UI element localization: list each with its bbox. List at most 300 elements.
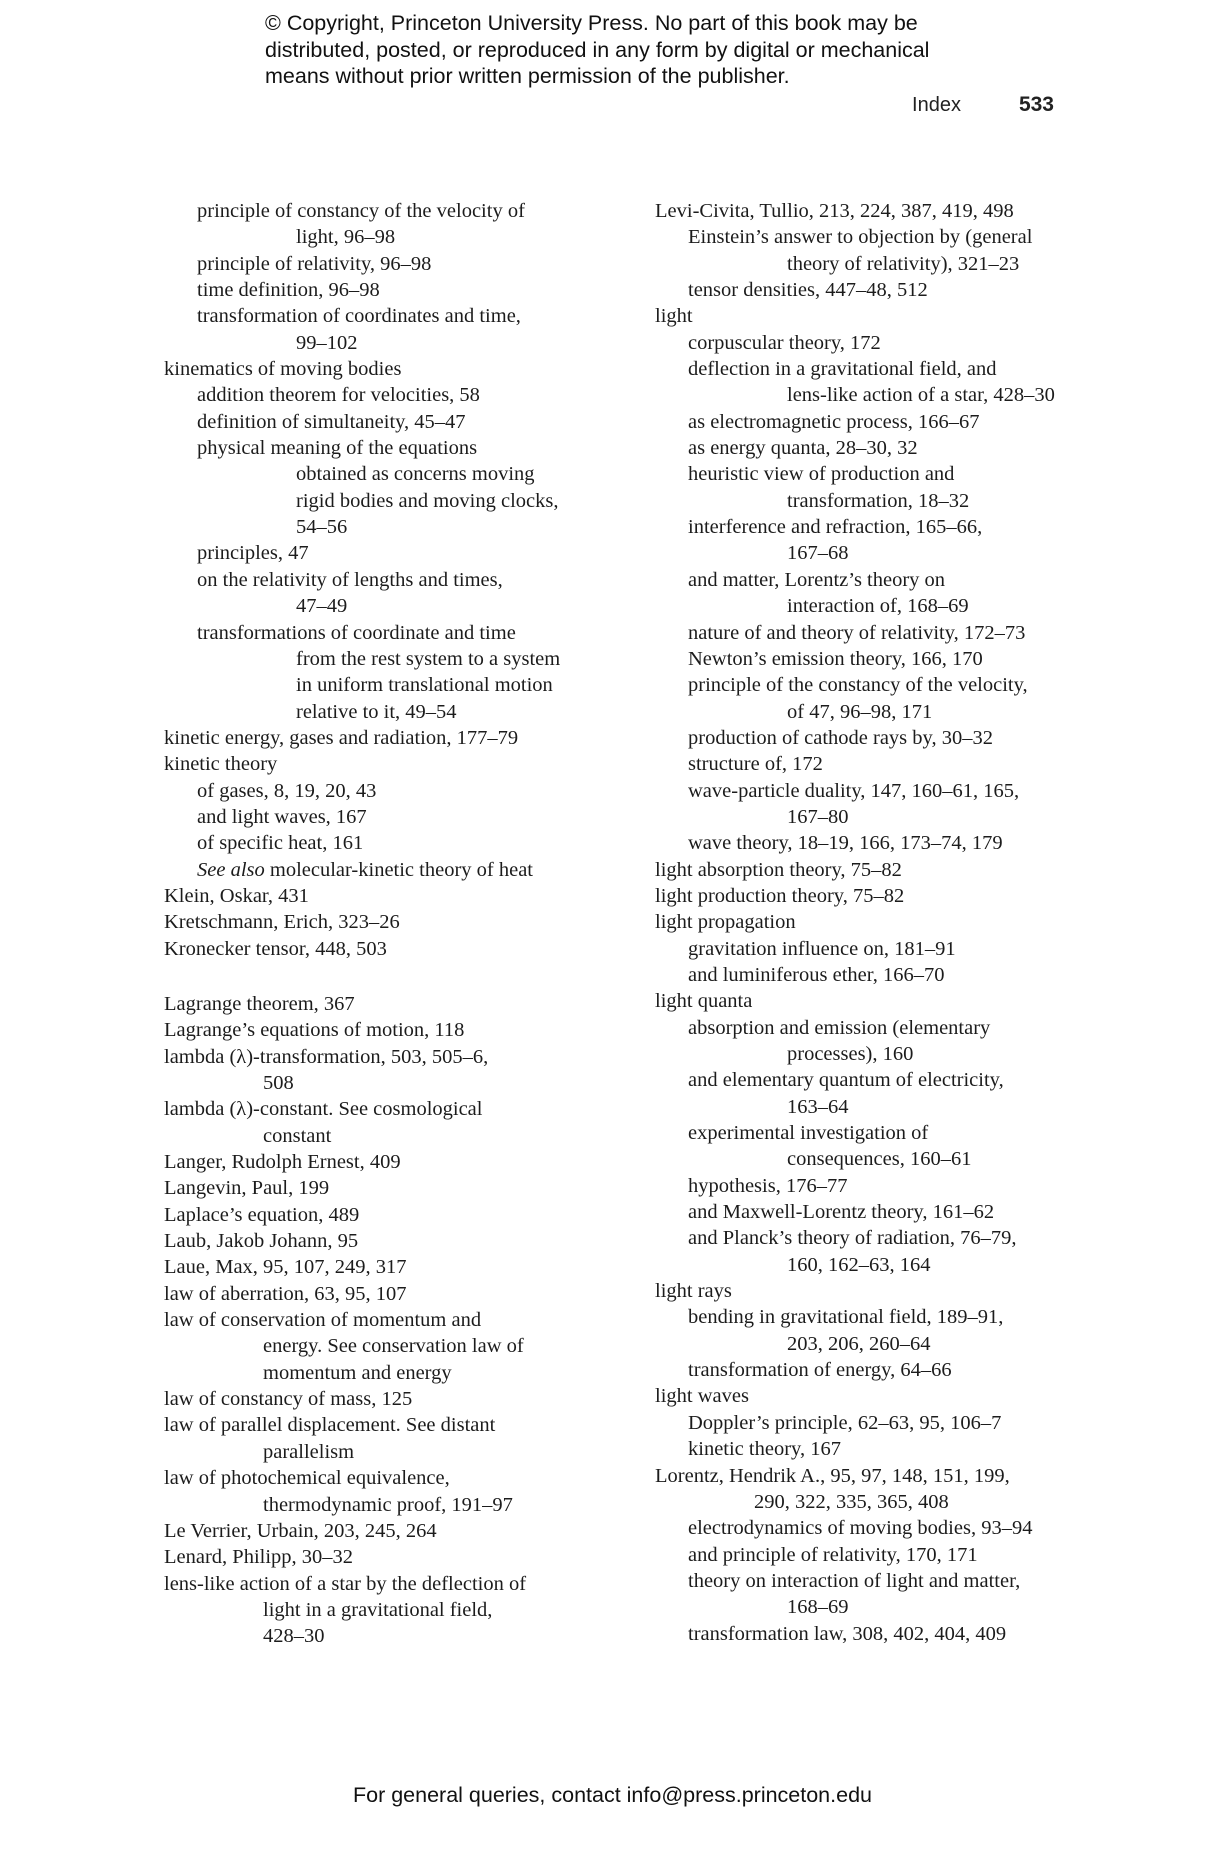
index-entry-line	[688, 1199, 1065, 1225]
index-entry-text: Lagrange’s equations of motion, 118	[164, 1019, 465, 1042]
index-subentry	[164, 620, 564, 725]
index-entry	[164, 1281, 564, 1307]
index-entry-text: nature of and theory of relativity, 172–73	[688, 621, 1026, 644]
copyright-line: means without prior written permission of the publisher.	[265, 64, 790, 88]
index-entry-text: lens-like action of a star, 428–30	[787, 384, 1055, 407]
index-entry	[655, 303, 1065, 329]
index-entry-text: law of photochemical equivalence,	[164, 1467, 450, 1490]
index-entry-text: Doppler’s principle, 62–63, 95, 106–7	[688, 1411, 1002, 1434]
index-entry-line	[655, 1383, 1065, 1409]
index-entry-line	[688, 1515, 1065, 1541]
index-entry-line	[197, 830, 564, 856]
index-entry	[164, 1044, 564, 1097]
index-entry-line	[688, 1331, 1065, 1357]
index-subentry	[655, 514, 1065, 567]
index-entry-line	[164, 936, 564, 962]
index-entry	[655, 883, 1065, 909]
index-entry	[655, 909, 1065, 935]
index-subentry	[164, 382, 564, 408]
index-entry	[164, 1571, 564, 1650]
index-entry-text: relative to it, 49–54	[296, 700, 457, 723]
index-subentry	[655, 1436, 1065, 1462]
copyright-line: distributed, posted, or reproduced in any form by digital or mechanical	[265, 37, 930, 62]
index-entry-line	[164, 1571, 564, 1597]
index-subentry	[655, 1199, 1065, 1225]
index-entry-line	[688, 435, 1065, 461]
footer-contact: For general queries, contact info@press.princeton.edu	[352, 1783, 872, 1807]
index-entry-text: wave theory, 18–19, 166, 173–74, 179	[688, 832, 1003, 855]
index-entry-line	[197, 620, 564, 646]
index-entry-text: kinetic energy, gases and radiation, 177–79	[164, 726, 519, 749]
index-entry-text: 203, 206, 260–64	[787, 1332, 931, 1355]
index-entry-text: consequences, 160–61	[787, 1148, 972, 1171]
index-entry-text: and Maxwell-Lorentz theory, 161–62	[688, 1201, 995, 1224]
index-entry-line	[164, 1544, 564, 1570]
index-entry-line	[688, 936, 1065, 962]
index-entry-text: Newton’s emission theory, 166, 170	[688, 647, 983, 670]
index-entry-text: transformation law, 308, 402, 404, 409	[688, 1622, 1007, 1645]
index-entry-line	[164, 991, 564, 1017]
index-entry	[164, 1149, 564, 1175]
index-entry-text: transformation of coordinates and time,	[197, 305, 521, 328]
index-column-left	[164, 198, 564, 1650]
index-entry-line	[197, 409, 564, 435]
index-entry-text: experimental investigation of	[688, 1122, 929, 1145]
index-entry-line	[688, 1542, 1065, 1568]
index-entry-line	[164, 1254, 564, 1280]
index-entry-text: Langevin, Paul, 199	[164, 1177, 330, 1200]
index-subentry	[655, 672, 1065, 725]
index-entry	[655, 988, 1065, 1014]
index-entry-text: and principle of relativity, 170, 171	[688, 1543, 978, 1566]
index-entry-text: Laue, Max, 95, 107, 249, 317	[164, 1256, 407, 1279]
index-subentry	[655, 778, 1065, 831]
index-entry-line	[655, 1278, 1065, 1304]
index-entry	[164, 1544, 564, 1570]
index-subentry	[655, 1568, 1065, 1621]
index-entry-line	[655, 303, 1065, 329]
index-entry-line	[197, 382, 564, 408]
index-entry-line	[197, 778, 564, 804]
index-entry-line	[688, 382, 1065, 408]
index-entry-line	[688, 224, 1065, 250]
index-entry	[164, 909, 564, 935]
index-entry-line	[164, 1333, 564, 1359]
index-entry-line	[688, 725, 1065, 751]
index-entry-text: 508	[263, 1072, 294, 1094]
index-entry-text: kinematics of moving bodies	[164, 358, 402, 381]
index-entry-text: Lorentz, Hendrik A., 95, 97, 148, 151, 199,	[655, 1464, 1010, 1487]
index-entry-line	[688, 1410, 1065, 1436]
index-subentry	[164, 198, 564, 251]
index-entry-text: 54–56	[296, 516, 348, 539]
index-entry-text: obtained as concerns moving	[296, 463, 535, 486]
index-entry-text: energy. See conservation law of	[263, 1335, 524, 1358]
index-subentry	[655, 936, 1065, 962]
index-subentry	[655, 1067, 1065, 1120]
index-subentry	[164, 540, 564, 566]
index-entry-text: transformations of coordinate and time	[197, 621, 516, 644]
index-entry-line	[197, 330, 564, 356]
index-entry-line	[688, 672, 1065, 698]
index-entry-line	[688, 1041, 1065, 1067]
index-entry-text: light in a gravitational field,	[263, 1598, 493, 1621]
index-entry-line	[688, 488, 1065, 514]
index-entry-line	[688, 514, 1065, 540]
index-entry-text: Klein, Oskar, 431	[164, 884, 309, 907]
index-entry-text: kinetic theory	[164, 753, 278, 776]
index-entry-line	[164, 751, 564, 777]
index-subentry	[655, 277, 1065, 303]
index-entry-text: bending in gravitational field, 189–91,	[688, 1306, 1004, 1329]
index-entry-text: Le Verrier, Urbain, 203, 245, 264	[164, 1519, 437, 1542]
index-entry-line	[688, 699, 1065, 725]
index-entry-text: physical meaning of the equations	[197, 437, 478, 460]
index-entry-line	[655, 198, 1065, 224]
index-subentry	[655, 435, 1065, 461]
index-entry-text: law of parallel displacement. See distant	[164, 1414, 496, 1437]
index-entry-text: addition theorem for velocities, 58	[197, 384, 480, 407]
index-entry-line	[688, 1015, 1065, 1041]
index-entry-line	[688, 1067, 1065, 1093]
index-entry-text: 167–68	[787, 542, 849, 565]
index-entry-line	[164, 1307, 564, 1333]
index-entry-text: light rays	[655, 1280, 732, 1303]
index-entry-text: law of conservation of momentum and	[164, 1309, 482, 1332]
index-entry-line	[688, 1146, 1065, 1172]
index-entry-line	[688, 1173, 1065, 1199]
index-subentry	[655, 646, 1065, 672]
index-entry-line	[197, 857, 564, 883]
index-entry-line	[688, 409, 1065, 435]
index-entry-line	[164, 1070, 564, 1096]
index-subentry	[164, 303, 564, 356]
index-entry-text: light absorption theory, 75–82	[655, 858, 902, 881]
index-entry-line	[688, 330, 1065, 356]
index-entry-line	[655, 909, 1065, 935]
index-entry-text: Levi-Civita, Tullio, 213, 224, 387, 419, 498	[655, 200, 1014, 222]
index-entry-line	[688, 1304, 1065, 1330]
index-entry-text: electrodynamics of moving bodies, 93–94	[688, 1517, 1033, 1540]
index-entry-text: 99–102	[296, 331, 358, 354]
index-subentry	[655, 830, 1065, 856]
index-entry-text: light waves	[655, 1385, 749, 1408]
index-entry-text: 163–64	[787, 1095, 849, 1118]
index-entry-line	[197, 567, 564, 593]
index-entry-text: as electromagnetic process, 166–67	[688, 410, 980, 433]
index-entry-line	[655, 1463, 1065, 1489]
index-entry-line	[688, 1120, 1065, 1146]
index-entry	[164, 991, 564, 1017]
index-subentry	[655, 1304, 1065, 1357]
index-entry-text: light, 96–98	[296, 226, 396, 249]
index-entry-text: deflection in a gravitational field, and	[688, 358, 997, 381]
index-entry-line	[164, 1123, 564, 1149]
index-entry-text: 47–49	[296, 595, 348, 618]
index-entry-text: gravitation influence on, 181–91	[688, 937, 956, 960]
index-subentry	[164, 567, 564, 620]
index-entry-line	[197, 251, 564, 277]
index-entry-line	[655, 883, 1065, 909]
index-entry	[164, 1465, 564, 1518]
index-entry-line	[688, 778, 1065, 804]
index-entry-text: of gases, 8, 19, 20, 43	[197, 779, 377, 802]
index-entry-line	[688, 251, 1065, 277]
index-entry-line	[197, 461, 564, 487]
index-entry	[164, 1254, 564, 1280]
index-subentry	[655, 1410, 1065, 1436]
index-entry	[655, 1383, 1065, 1409]
index-entry-line	[164, 1228, 564, 1254]
index-entry-line	[164, 1281, 564, 1307]
index-entry-text: lambda (λ)-transformation, 503, 505–6,	[164, 1045, 489, 1068]
index-entry-text: tensor densities, 447–48, 512	[688, 279, 928, 302]
index-entry-text: law of constancy of mass, 125	[164, 1388, 413, 1411]
index-entry-text: and elementary quantum of electricity,	[688, 1069, 1004, 1092]
index-entry-line	[164, 1360, 564, 1386]
index-entry-text: Laplace’s equation, 489	[164, 1203, 360, 1226]
index-subentry	[655, 1120, 1065, 1173]
index-entry	[164, 725, 564, 751]
index-subentry	[164, 277, 564, 303]
index-entry-line	[164, 1465, 564, 1491]
index-entry	[655, 198, 1065, 224]
index-subentry	[655, 1621, 1065, 1647]
index-subentry	[655, 1015, 1065, 1068]
index-entry-text: Einstein’s answer to objection by (general	[688, 226, 1033, 249]
index-entry-line	[688, 356, 1065, 382]
index-entry	[164, 936, 564, 962]
index-entry-text: momentum and energy	[263, 1361, 452, 1384]
index-entry	[164, 1307, 564, 1386]
index-subentry	[655, 1225, 1065, 1278]
index-entry	[164, 1202, 564, 1228]
index-entry-line	[655, 1489, 1065, 1515]
index-entry-line	[164, 356, 564, 382]
index-entry-text: corpuscular theory, 172	[688, 331, 881, 354]
index-entry-text: theory of relativity), 321–23	[787, 252, 1020, 275]
index-entry-text: interference and refraction, 165–66,	[688, 516, 983, 539]
index-entry-text: of 47, 96–98, 171	[787, 700, 933, 723]
index-entry-text: structure of, 172	[688, 753, 823, 776]
index-entry-text: transformation, 18–32	[787, 489, 970, 512]
index-entry-text: wave-particle duality, 147, 160–61, 165,	[688, 779, 1020, 802]
index-entry-line	[688, 1568, 1065, 1594]
letter-group-gap	[164, 962, 564, 991]
index-entry	[164, 1228, 564, 1254]
index-entry-text: light	[655, 305, 693, 328]
index-entry-line	[197, 224, 564, 250]
section-title: Index	[912, 94, 961, 116]
index-entry-text: heuristic view of production and	[688, 463, 955, 486]
index-entry-line	[164, 1096, 564, 1122]
index-entry-line	[688, 1225, 1065, 1251]
index-subentry	[164, 857, 564, 883]
index-entry	[164, 1096, 564, 1149]
index-entry-line	[197, 804, 564, 830]
running-head	[0, 93, 1054, 117]
index-entry-line	[164, 1412, 564, 1438]
index-entry-line	[197, 672, 564, 698]
index-entry-text: kinetic theory, 167	[688, 1438, 841, 1461]
index-entry-text: 160, 162–63, 164	[787, 1253, 931, 1276]
index-entry-text: thermodynamic proof, 191–97	[263, 1493, 513, 1516]
index-entry	[164, 1518, 564, 1544]
index-subentry	[655, 751, 1065, 777]
index-entry-line	[197, 303, 564, 329]
index-subentry	[655, 1173, 1065, 1199]
index-entry	[655, 857, 1065, 883]
index-subentry	[655, 567, 1065, 620]
index-subentry	[655, 224, 1065, 277]
index-entry-line	[688, 1357, 1065, 1383]
index-entry-line	[688, 1621, 1065, 1647]
index-subentry	[655, 330, 1065, 356]
index-subentry	[655, 1357, 1065, 1383]
index-entry-text: processes), 160	[787, 1043, 914, 1065]
index-entry-line	[688, 1594, 1065, 1620]
index-entry-line	[164, 1149, 564, 1175]
index-entry-text: Lagrange theorem, 367	[164, 992, 355, 1015]
index-entry-line	[164, 1597, 564, 1623]
index-entry-line	[164, 1044, 564, 1070]
index-subentry	[655, 356, 1065, 409]
index-entry-text: principle of relativity, 96–98	[197, 252, 432, 275]
index-entry-line	[688, 804, 1065, 830]
index-entry-line	[164, 725, 564, 751]
index-entry-text: absorption and emission (elementary	[688, 1016, 991, 1039]
index-entry-line	[197, 646, 564, 672]
index-subentry	[164, 804, 564, 830]
index-entry-text: 167–80	[787, 805, 849, 828]
copyright-line: © Copyright, Princeton University Press. No part of this book may be	[265, 11, 918, 35]
index-entry-text: theory on interaction of light and matter,	[688, 1569, 1021, 1592]
index-entry-line	[688, 962, 1065, 988]
index-entry-text: transformation of energy, 64–66	[688, 1359, 952, 1382]
index-entry-text: molecular-kinetic theory of heat	[264, 858, 534, 881]
index-entry	[655, 1278, 1065, 1304]
index-entry-line	[197, 593, 564, 619]
index-subentry	[164, 251, 564, 277]
index-entry-text: from the rest system to a system	[296, 647, 561, 670]
index-entry-text: principle of constancy of the velocity of	[197, 200, 525, 222]
index-subentry	[655, 409, 1065, 435]
index-subentry	[655, 962, 1065, 988]
index-entry-text: in uniform translational motion	[296, 674, 553, 697]
index-entry-line	[164, 1492, 564, 1518]
index-entry-line	[164, 1623, 564, 1649]
index-entry-text: interaction of, 168–69	[787, 595, 969, 618]
index-entry-text: definition of simultaneity, 45–47	[197, 410, 466, 433]
index-entry-line	[197, 198, 564, 224]
index-entry-line	[688, 1094, 1065, 1120]
index-entry-line	[164, 1518, 564, 1544]
index-entry-line	[688, 1252, 1065, 1278]
index-entry-text: and light waves, 167	[197, 805, 367, 828]
index-entry-text: light production theory, 75–82	[655, 884, 905, 907]
index-entry-text: principle of the constancy of the velocity,	[688, 674, 1028, 697]
index-entry-line	[688, 620, 1065, 646]
index-entry-text: lens-like action of a star by the deflection of	[164, 1572, 527, 1595]
index-entry-line	[688, 567, 1065, 593]
index-entry	[164, 356, 564, 382]
index-entry-text: 168–69	[787, 1596, 849, 1619]
index-entry	[164, 1412, 564, 1465]
index-subentry	[164, 778, 564, 804]
index-entry-text: on the relativity of lengths and times,	[197, 568, 503, 591]
index-entry	[164, 1017, 564, 1043]
index-entry-line	[197, 514, 564, 540]
index-subentry	[655, 725, 1065, 751]
index-entry-text: light propagation	[655, 911, 796, 934]
index-entry-line	[164, 1175, 564, 1201]
index-entry-line	[688, 646, 1065, 672]
index-entry-line	[197, 699, 564, 725]
index-entry-line	[688, 1436, 1065, 1462]
index-entry-text: 290, 322, 335, 365, 408	[754, 1490, 949, 1513]
index-entry-line	[164, 1017, 564, 1043]
index-entry	[655, 1463, 1065, 1516]
page-number: 533	[1018, 93, 1054, 116]
index-entry-line	[688, 277, 1065, 303]
copyright-notice	[265, 10, 1025, 90]
index-entry-line	[164, 1386, 564, 1412]
index-entry-text: and luminiferous ether, 166–70	[688, 963, 945, 986]
index-entry-line	[688, 751, 1065, 777]
index-entry-text: light quanta	[655, 990, 753, 1013]
index-entry-line	[688, 540, 1065, 566]
index-entry	[164, 1386, 564, 1412]
index-entry-line	[655, 988, 1065, 1014]
index-subentry	[655, 1542, 1065, 1568]
index-entry-line	[164, 1439, 564, 1465]
index-entry-text: law of aberration, 63, 95, 107	[164, 1282, 407, 1305]
index-entry-text: production of cathode rays by, 30–32	[688, 726, 993, 749]
index-entry-text: Lenard, Philipp, 30–32	[164, 1546, 354, 1569]
index-entry	[164, 1175, 564, 1201]
index-entry-line	[197, 540, 564, 566]
index-entry	[164, 883, 564, 909]
index-entry-line	[688, 830, 1065, 856]
index-entry-line	[655, 857, 1065, 883]
index-entry-text: hypothesis, 176–77	[688, 1174, 848, 1197]
index-entry-line	[197, 277, 564, 303]
index-entry-text: rigid bodies and moving clocks,	[296, 489, 559, 512]
index-entry-text: as energy quanta, 28–30, 32	[688, 437, 918, 460]
index-entry-line	[164, 1202, 564, 1228]
index-entry-text: principles, 47	[197, 542, 309, 565]
index-entry-text: constant	[263, 1124, 332, 1147]
index-subentry	[655, 620, 1065, 646]
index-entry-line	[688, 593, 1065, 619]
index-subentry	[655, 1515, 1065, 1541]
index-subentry	[164, 435, 564, 540]
index-entry-text: parallelism	[263, 1440, 355, 1463]
index-entry-text: Langer, Rudolph Ernest, 409	[164, 1151, 401, 1174]
index-entry-text: time definition, 96–98	[197, 279, 380, 302]
index-entry-line	[197, 435, 564, 461]
index-entry-text: and Planck’s theory of radiation, 76–79,	[688, 1227, 1017, 1250]
index-entry-text: Kronecker tensor, 448, 503	[164, 937, 387, 960]
index-entry	[164, 751, 564, 777]
index-column-right	[655, 198, 1065, 1647]
index-entry-line	[164, 883, 564, 909]
index-entry-line	[197, 488, 564, 514]
index-entry-text: of specific heat, 161	[197, 832, 364, 855]
index-entry-text: Laub, Jakob Johann, 95	[164, 1230, 359, 1253]
index-entry-text: and matter, Lorentz’s theory on	[688, 568, 946, 591]
index-entry-text: lambda (λ)-constant. See cosmological	[164, 1098, 483, 1121]
